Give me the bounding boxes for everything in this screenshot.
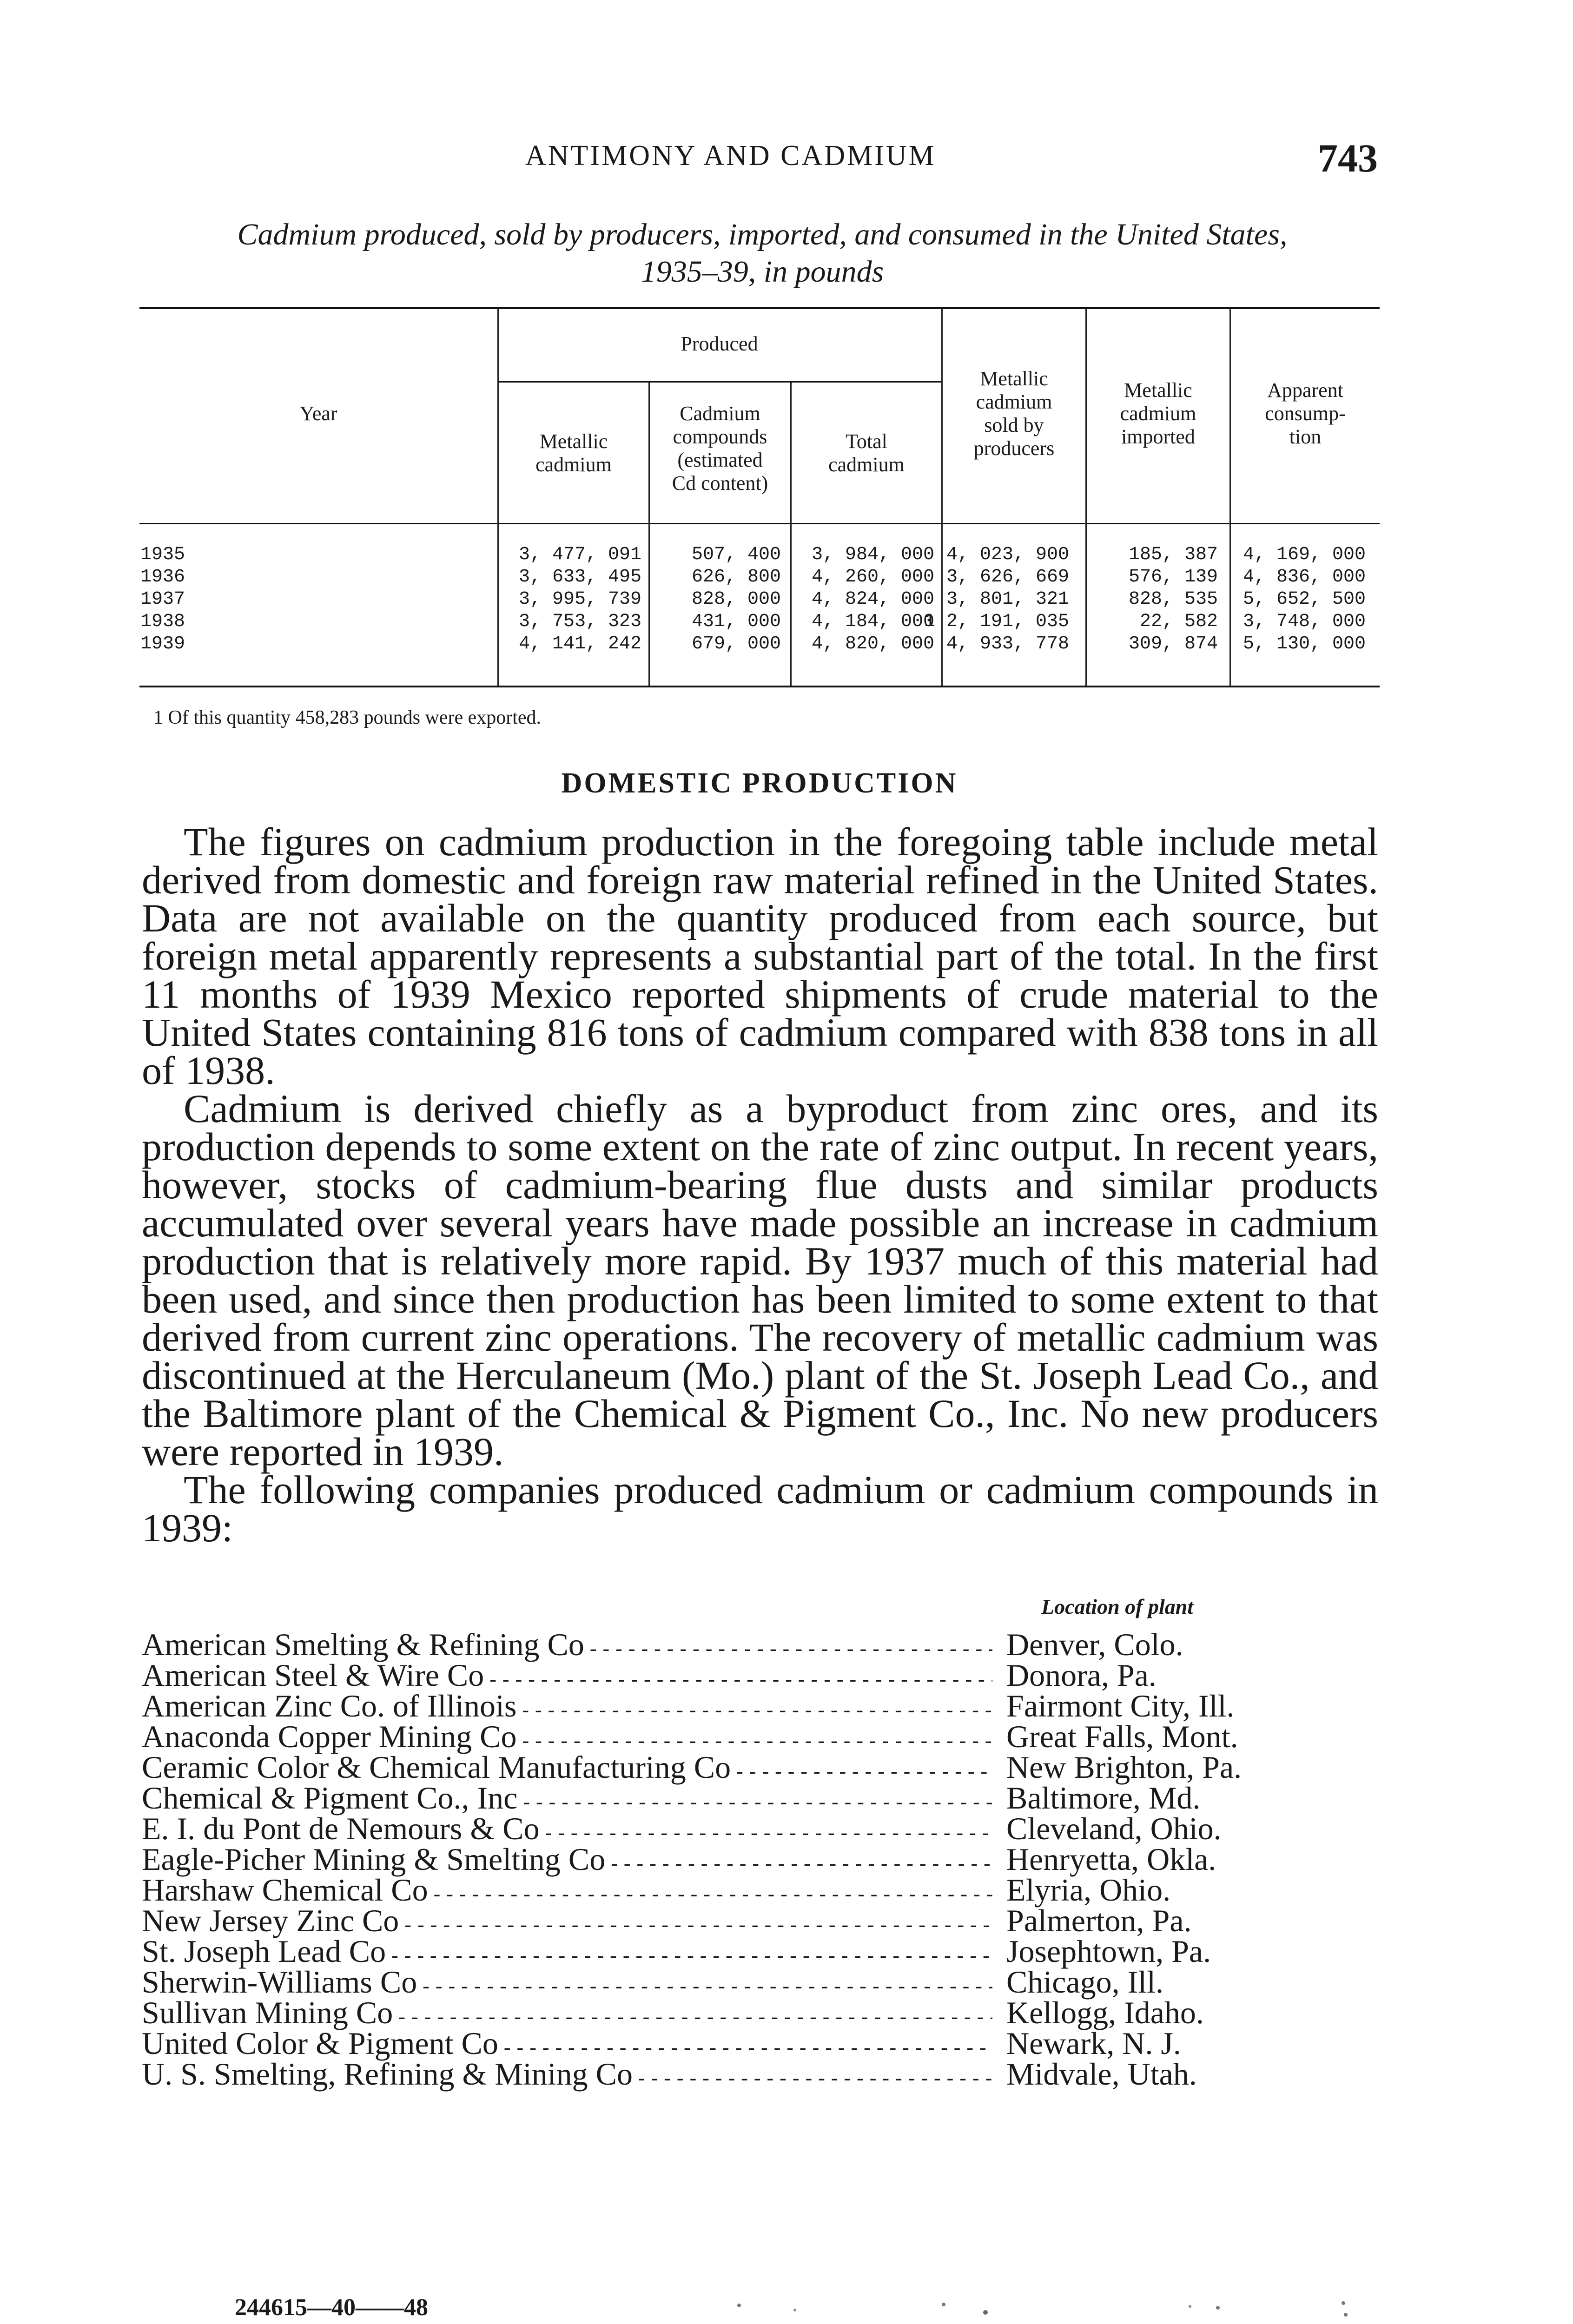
header-line: cadmium bbox=[1120, 402, 1196, 425]
print-code: 244615—40——48 bbox=[235, 2294, 428, 2321]
list-item bbox=[142, 1752, 1374, 1783]
list-item bbox=[142, 1813, 1374, 1844]
company-name: Anaconda Copper Mining Co - - - bbox=[142, 1721, 992, 1756]
list-item bbox=[142, 1629, 1374, 1660]
table-row bbox=[139, 588, 1380, 611]
table-row bbox=[139, 566, 1380, 588]
cell-compounds: 828, 000 bbox=[691, 589, 781, 610]
plant-location: Elyria, Ohio. bbox=[1006, 1872, 1171, 1908]
cell-consumption: 4, 169, 000 bbox=[1243, 544, 1366, 565]
cell-metallic: 3, 753, 323 bbox=[518, 611, 641, 632]
list-item bbox=[142, 1780, 1374, 1816]
header-produced bbox=[497, 332, 941, 356]
cell-consumption: 5, 130, 000 bbox=[1243, 634, 1366, 654]
company-name: E. I. du Pont de Nemours & Co - - - bbox=[142, 1813, 992, 1848]
cell-year: 1939 bbox=[140, 634, 185, 654]
header-line: Metallic bbox=[1124, 379, 1192, 402]
cell-compounds: 431, 000 bbox=[691, 611, 781, 632]
header-line: Total bbox=[846, 430, 887, 453]
header-line: compounds bbox=[673, 425, 767, 448]
scan-specks bbox=[725, 2296, 1376, 2324]
company-name: U. S. Smelting, Refining & Mining Co - - - bbox=[142, 2059, 992, 2093]
plant-location: Kellogg, Idaho. bbox=[1006, 1995, 1204, 2030]
plant-location: Palmerton, Pa. bbox=[1006, 1903, 1192, 1938]
paragraph: Cadmium is derived chiefly as a byproduct from zinc ores, and its production depends to some extent on the rate of zinc output. In recent years, however, stocks of cadmium-bearing flue dusts and similar products accumulated over several years have made possible an increase in cadmium production that is relatively more rapid. By 1937 much of this material had been used, and since then production has been limited to some extent to that derived from current zinc operations. The recovery of metallic cadmium was discontinued at the Herculaneum (Mo.) plant of the St. Joseph Lead Co., and the Baltimore plant of the Chemical & Pigment Co., Inc. No new producers were reported in 1939. bbox=[142, 1086, 1378, 1474]
list-item bbox=[142, 1657, 1374, 1693]
header-line: sold by bbox=[984, 414, 1044, 436]
paragraph: The figures on cadmium production in the foregoing table include metal derived from domestic and foreign raw material refined in the United States. Data are not available on the quantity produced from each source, but foreign metal apparently represents a substantial part of the total. In the first 11 months of 1939 Mexico reported shipments of crude material to the United States containing 816 tons of cadmium compared with 838 tons in all of 1938. bbox=[142, 819, 1378, 1093]
company-name: Ceramic Color & Chemical Manufacturing Co - - - bbox=[142, 1752, 992, 1787]
cell-metallic: 4, 141, 242 bbox=[518, 634, 641, 654]
cell-sold: 4, 933, 778 bbox=[946, 634, 1069, 654]
table-caption bbox=[139, 216, 1385, 290]
plant-location: Donora, Pa. bbox=[1006, 1657, 1157, 1693]
list-item bbox=[142, 1997, 1374, 2028]
plant-location: Great Falls, Mont. bbox=[1006, 1719, 1238, 1754]
cell-year: 1937 bbox=[140, 589, 185, 610]
header-year-label: Year bbox=[299, 402, 337, 425]
company-name: Eagle-Picher Mining & Smelting Co - - - bbox=[142, 1844, 992, 1879]
cell-consumption: 3, 748, 000 bbox=[1243, 611, 1366, 632]
header-line: Cadmium bbox=[680, 402, 760, 425]
header-line: cadmium bbox=[828, 453, 905, 476]
company-name: New Jersey Zinc Co - - - bbox=[142, 1905, 992, 1940]
plant-location: Josephtown, Pa. bbox=[1006, 1934, 1211, 1969]
cell-sold: 3, 626, 669 bbox=[946, 567, 1069, 588]
list-item bbox=[142, 2028, 1374, 2059]
cell-compounds: 679, 000 bbox=[691, 634, 781, 654]
company-name: Chemical & Pigment Co., Inc - - - bbox=[142, 1783, 992, 1817]
header-line: Apparent bbox=[1267, 379, 1343, 402]
cell-imported: 185, 387 bbox=[1128, 544, 1218, 565]
header-line: Metallic bbox=[539, 430, 608, 453]
list-item bbox=[142, 1905, 1374, 1936]
table-row bbox=[139, 633, 1380, 655]
cell-total: 4, 820, 000 bbox=[811, 634, 934, 654]
header-line: producers bbox=[973, 437, 1055, 460]
plant-location: Midvale, Utah. bbox=[1006, 2056, 1197, 2092]
list-item bbox=[142, 2056, 1374, 2092]
cell-imported: 22, 582 bbox=[1139, 611, 1218, 632]
company-name: American Steel & Wire Co - - - bbox=[142, 1660, 992, 1695]
cell-sold: 4, 023, 900 bbox=[946, 544, 1069, 565]
cell-year: 1938 bbox=[140, 611, 185, 632]
list-item bbox=[142, 1964, 1374, 2000]
paragraph: The following companies produced cadmium or cadmium compounds in 1939: bbox=[142, 1467, 1378, 1550]
table-row bbox=[139, 611, 1380, 633]
running-title: ANTIMONY AND CADMIUM bbox=[525, 140, 936, 172]
header-sold-by-producers bbox=[943, 367, 1085, 460]
table-row bbox=[139, 544, 1380, 566]
list-item bbox=[142, 1872, 1374, 1908]
company-name: American Smelting & Refining Co - - - bbox=[142, 1629, 992, 1664]
caption-line-1: Cadmium produced, sold by producers, imported, and consumed in the United States, bbox=[237, 218, 1288, 251]
plant-location: Fairmont City, Ill. bbox=[1006, 1688, 1235, 1723]
cell-consumption: 5, 652, 500 bbox=[1243, 589, 1366, 610]
header-bottom-rule bbox=[139, 523, 1380, 524]
header-cadmium-compounds bbox=[650, 402, 790, 495]
cell-imported: 309, 874 bbox=[1128, 634, 1218, 654]
table-footnote: 1 Of this quantity 458,283 pounds were exported. bbox=[153, 707, 542, 728]
list-item bbox=[142, 1936, 1374, 1967]
plant-location: New Brighton, Pa. bbox=[1006, 1750, 1242, 1785]
plant-location: Henryetta, Okla. bbox=[1006, 1842, 1216, 1877]
table-top-rule bbox=[139, 307, 1380, 309]
header-total-cadmium bbox=[792, 430, 941, 476]
company-name: Harshaw Chemical Co - - - bbox=[142, 1875, 992, 1909]
cell-metallic: 3, 477, 091 bbox=[518, 544, 641, 565]
cell-sold: 1 2, 191, 035 bbox=[924, 611, 1069, 632]
list-item bbox=[142, 1721, 1374, 1752]
cell-compounds: 626, 800 bbox=[691, 567, 781, 588]
cell-consumption: 4, 836, 000 bbox=[1243, 567, 1366, 588]
header-line: Metallic bbox=[980, 367, 1048, 390]
list-item bbox=[142, 1844, 1374, 1875]
header-line: Cd content) bbox=[672, 472, 768, 495]
company-name: United Color & Pigment Co - - - bbox=[142, 2028, 992, 2063]
cell-year: 1936 bbox=[140, 567, 185, 588]
body-text bbox=[142, 819, 1378, 1550]
plant-location: Baltimore, Md. bbox=[1006, 1780, 1201, 1816]
header-apparent-consumption bbox=[1231, 379, 1380, 449]
running-head bbox=[0, 136, 1573, 181]
header-line: (estimated bbox=[677, 449, 763, 471]
cell-total: 4, 184, 000 bbox=[811, 611, 934, 632]
cell-total: 4, 260, 000 bbox=[811, 567, 934, 588]
header-year bbox=[139, 402, 497, 425]
header-line: consump- bbox=[1265, 402, 1346, 425]
caption-line-2: 1935–39, in pounds bbox=[641, 255, 884, 289]
plant-location: Denver, Colo. bbox=[1006, 1627, 1183, 1662]
cell-metallic: 3, 633, 495 bbox=[518, 567, 641, 588]
section-heading: DOMESTIC PRODUCTION bbox=[561, 767, 958, 799]
header-line: cadmium bbox=[976, 390, 1052, 413]
company-name: Sullivan Mining Co - - - bbox=[142, 1997, 992, 2032]
table-bottom-rule bbox=[139, 686, 1380, 687]
producer-list bbox=[142, 1627, 1374, 2092]
page-number: 743 bbox=[1318, 136, 1378, 180]
location-heading: Location of plant bbox=[1041, 1595, 1194, 1618]
header-line: imported bbox=[1121, 425, 1195, 448]
plant-location: Chicago, Ill. bbox=[1006, 1964, 1164, 2000]
header-line: tion bbox=[1289, 425, 1322, 448]
cell-year: 1935 bbox=[140, 544, 185, 565]
cell-total: 4, 824, 000 bbox=[811, 589, 934, 610]
company-name: Sherwin-Williams Co - - - bbox=[142, 1967, 992, 2001]
header-line: cadmium bbox=[535, 453, 612, 476]
produced-rule bbox=[497, 381, 941, 383]
plant-location: Cleveland, Ohio. bbox=[1006, 1811, 1222, 1846]
cell-total: 3, 984, 000 bbox=[811, 544, 934, 565]
header-metallic-cadmium bbox=[499, 430, 648, 476]
cell-imported: 828, 535 bbox=[1128, 589, 1218, 610]
header-produced-label: Produced bbox=[681, 332, 758, 355]
list-item bbox=[142, 1690, 1374, 1721]
cell-compounds: 507, 400 bbox=[691, 544, 781, 565]
cell-imported: 576, 139 bbox=[1128, 567, 1218, 588]
company-name: American Zinc Co. of Illinois - - - bbox=[142, 1690, 992, 1725]
cell-metallic: 3, 995, 739 bbox=[518, 589, 641, 610]
company-name: St. Joseph Lead Co - - - bbox=[142, 1936, 992, 1971]
plant-location: Newark, N. J. bbox=[1006, 2026, 1181, 2061]
cell-sold: 3, 801, 321 bbox=[946, 589, 1069, 610]
header-imported bbox=[1087, 379, 1229, 449]
